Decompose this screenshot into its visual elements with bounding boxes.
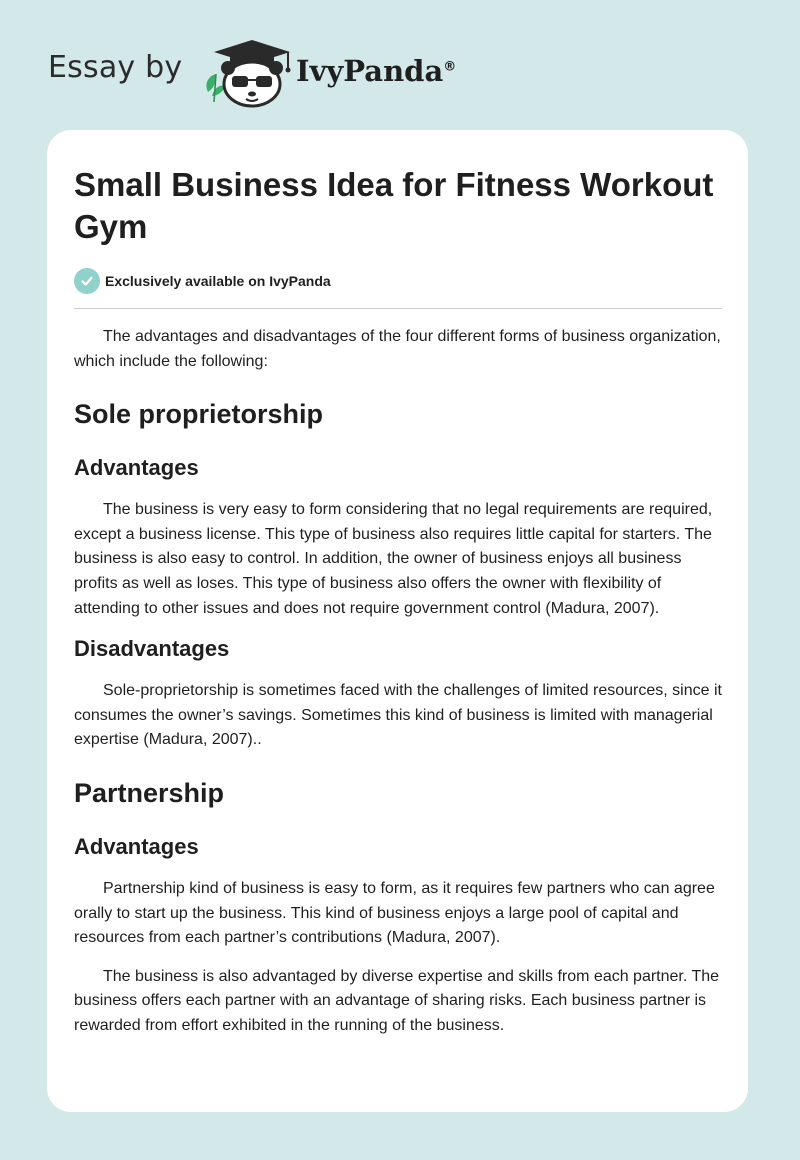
divider [74, 308, 722, 309]
article-card [47, 130, 748, 1112]
section-heading-partnership: Partnership [74, 777, 225, 808]
exclusive-badge [74, 267, 722, 295]
registered-mark: ® [443, 59, 457, 75]
subheading-advantages: Advantages [74, 833, 199, 859]
paragraph: Sole-proprietorship is sometimes faced with the challenges of limited resources, since it consumes the owner’s savings. Sometimes this kind of business is limited with managerial expertise (Madura, 2007).. [74, 682, 722, 749]
badge-label: Exclusively available on IvyPanda [105, 273, 331, 289]
page-title: Small Business Idea for Fitness Workout Gym [74, 166, 714, 245]
paragraph: Partnership kind of business is easy to form, as it requires few partners who can agree orally to start up the business. This kind of business enjoys a large pool of capital and resources from each partner’s contributions (Madura, 2007). [74, 879, 715, 947]
intro-paragraph: The advantages and disadvantages of the four different forms of business organization, which include the following: [74, 328, 721, 370]
paragraph: The business is very easy to form considering that no legal requirements are required, except a business license. This type of business also requires little capital for starters. The business is also easy to control. In addition, the owner of business enjoys all business profits as well as loses. This type of business also offers the owner with flexibility of attending to other issues and does not require government control (Madura, 2007). [74, 501, 713, 617]
brand-name[interactable]: IvyPanda® [296, 54, 457, 88]
paragraph: The business is also advantaged by diverse expertise and skills from each partner. The business offers each partner with an advantage of sharing risks. Each business partner is rewarded from effort exhibited in the running of the business. [74, 967, 720, 1034]
site-header [0, 0, 800, 130]
check-icon [74, 268, 100, 294]
panda-logo-icon[interactable] [202, 36, 294, 108]
section-heading-sole-proprietorship: Sole proprietorship [74, 399, 324, 430]
subheading-disadvantages: Disadvantages [74, 636, 230, 662]
subheading-advantages: Advantages [74, 455, 199, 481]
essay-by-label: Essay by [48, 50, 183, 85]
